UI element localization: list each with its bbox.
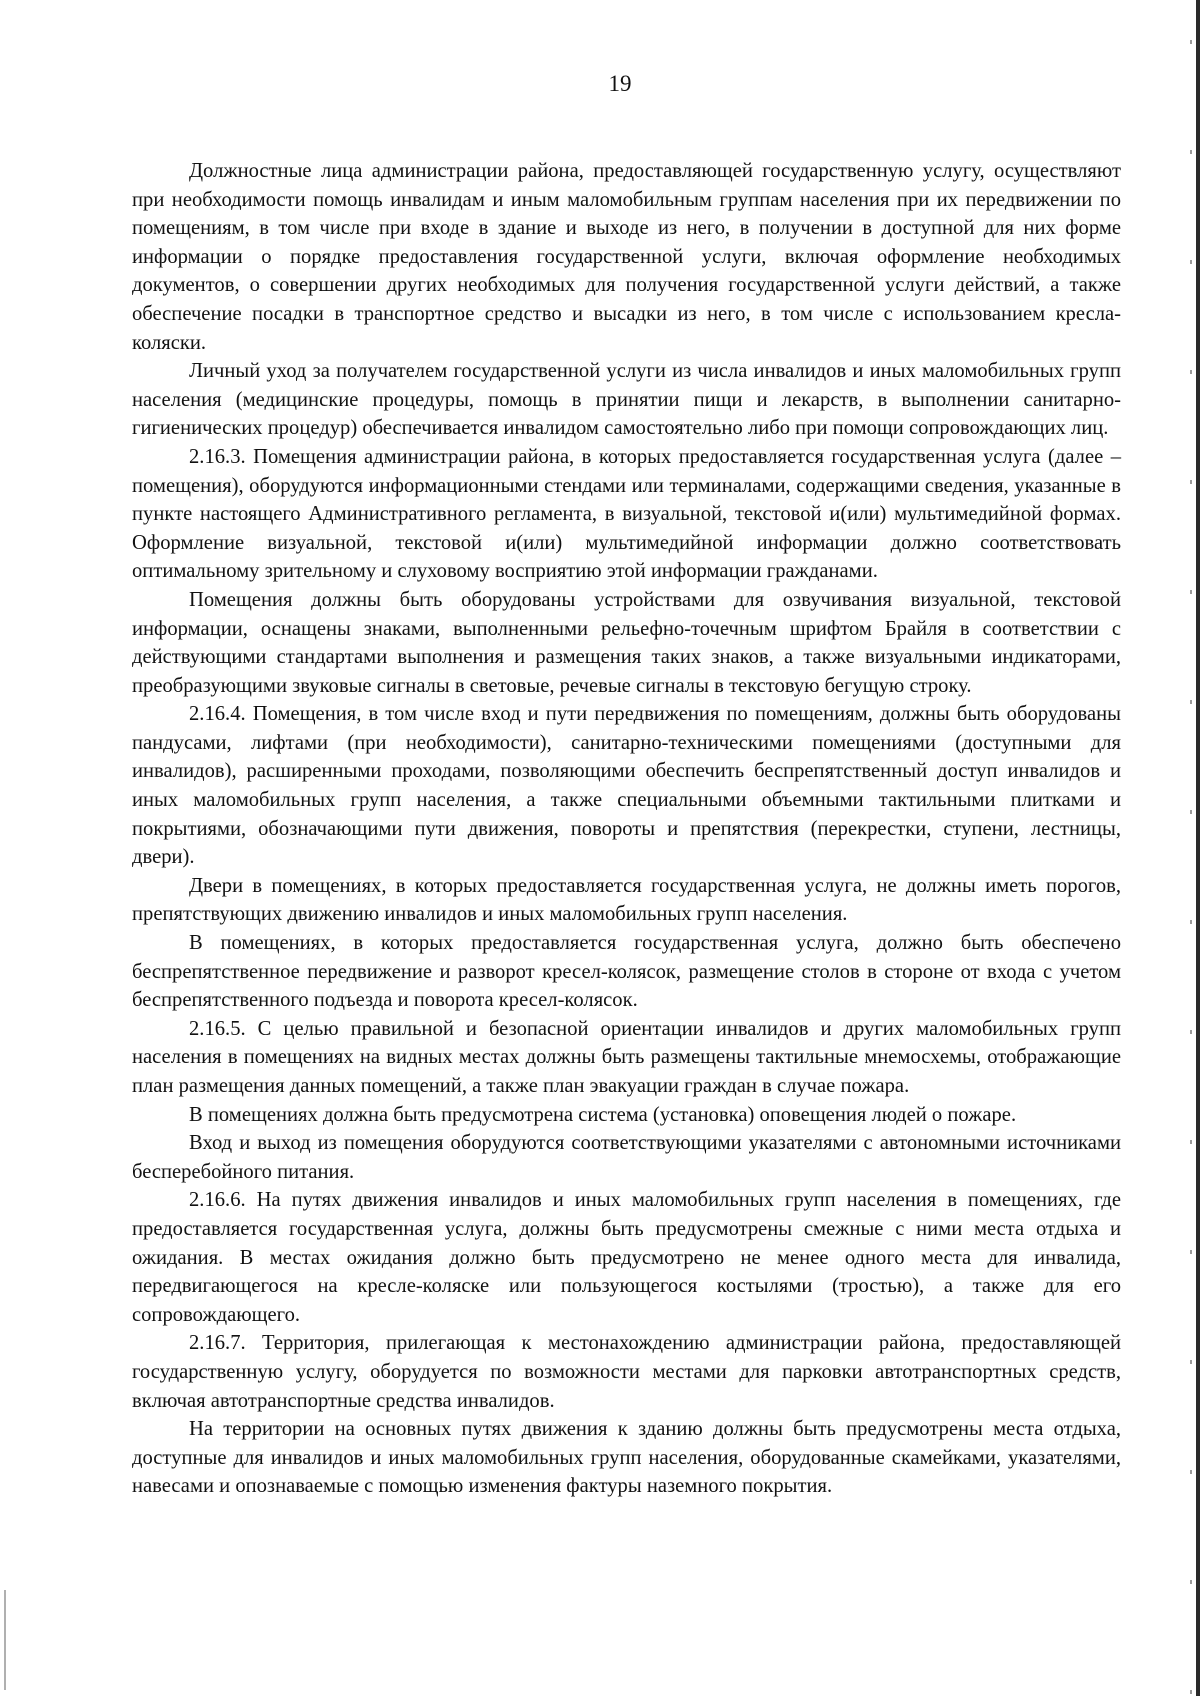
paragraph-2-16-6: 2.16.6. На путях движения инвалидов и иных маломобильных групп населения в помещениях, где предоставляется государственная услуга, должны быть предусмотрены смежные с ними места отдыха и ожидания. В местах ожидания должно быть предусмотрено не менее одного места для инвалида, передвигающегося на кресле-коляске или пользующегося костылями (тростью), а также для его сопровождающего. <box>132 1189 1121 1326</box>
scan-left-mark <box>4 1590 6 1690</box>
paragraph-sound-devices: Помещения должны быть оборудованы устройствами для озвучивания визуальной, текстовой информации, оснащены знаками, выполненными рельефно-точечным шрифтом Брайля в соответствии с действующими стандартами выполнения и размещения таких знаков, а также визуальными индикаторами, преобразующими звуковые сигналы в световые, речевые сигналы в текстовую бегущую строку. <box>132 588 1121 697</box>
paragraph-entrance-exit: Вход и выход из помещения оборудуются соответствующими указателями с автономными источниками бесперебойного питания. <box>132 1132 1121 1183</box>
paragraph-2-16-3: 2.16.3. Помещения администрации района, в которых предоставляется государственная услуга (далее – помещения), оборудуются информационными стендами или терминалами, содержащими сведения, указанные в пункте настоящего Административного регламента, в визуальной, текстовой и(или) мультимедийной формах. Оформление визуальной, текстовой и(или) мультимедийной информации должно соответствовать оптимальному зрительному и слуховому восприятию этой информации гражданами. <box>132 445 1121 583</box>
paragraph-fire-alarm: В помещениях должна быть предусмотрена система (установка) оповещения людей о пожаре. <box>189 1103 1017 1126</box>
paragraph-2-16-5: 2.16.5. С целью правильной и безопасной ориентации инвалидов и других маломобильных групп населения в помещениях на видных местах должны быть размещены тактильные мнемосхемы, отображающие план размещения данных помещений, а также план эвакуации граждан в случае пожара. <box>132 1017 1121 1097</box>
paragraph-2-16-4: 2.16.4. Помещения, в том числе вход и пути передвижения по помещениям, должны быть оборудованы пандусами, лифтами (при необходимости), санитарно-техническими помещениями (доступными для инвалидов), расширенными проходами, позволяющими обеспечить беспрепятственный доступ инвалидов и иных маломобильных групп населения, а также специальными объемными тактильными плитками и покрытиями, обозначающими пути движения, повороты и препятствия (перекрестки, ступени, лестницы, двери). <box>132 703 1121 869</box>
document-body <box>132 157 1121 1501</box>
paragraph-rest-areas: На территории на основных путях движения к зданию должны быть предусмотрены места отдыха, доступные для инвалидов и иных маломобильных групп населения, оборудованные скамейками, указателями, навесами и опознаваемые с помощью изменения фактуры наземного покрытия. <box>132 1418 1121 1498</box>
paragraph-personal-care: Личный уход за получателем государственной услуги из числа инвалидов и иных маломобильных групп населения (медицинские процедуры, помощь в принятии пищи и лекарств, в выполнении санитарно-гигиенических процедур) обеспечивается инвалидом самостоятельно либо при помощи сопровождающих лиц. <box>132 360 1121 440</box>
paragraph-wheelchair-movement: В помещениях, в которых предоставляется государственная услуга, должно быть обеспечено беспрепятственное передвижение и разворот кресел-колясок, размещение столов в стороне от входа с учетом беспрепятственного подъезда и поворота кресел-колясок. <box>132 932 1121 1012</box>
page-number: 19 <box>608 71 632 96</box>
scan-edge-specks <box>1190 0 1192 1696</box>
scan-edge-shadow <box>1196 0 1200 1696</box>
paragraph-officials-assistance: Должностные лица администрации района, предоставляющей государственную услугу, осуществляют при необходимости помощь инвалидам и иным маломобильным группам населения при их передвижении по помещениям, в том числе при входе в здание и выходе из него, в получении в доступной для них форме информации о порядке предоставления государственной услуги, включая оформление необходимых документов, о совершении других необходимых для получения государственной услуги действий, а также обеспечение посадки в транспортное средство и высадки из него, в том числе с использованием кресла-коляски. <box>132 160 1121 354</box>
paragraph-doors: Двери в помещениях, в которых предоставляется государственная услуга, не должны иметь порогов, препятствующих движению инвалидов и иных маломобильных групп населения. <box>132 874 1121 926</box>
paragraph-2-16-7: 2.16.7. Территория, прилегающая к местонахождению администрации района, предоставляющей государственную услугу, оборудуется по возможности местами для парковки автотранспортных средств, включая автотранспортные средства инвалидов. <box>132 1332 1121 1412</box>
